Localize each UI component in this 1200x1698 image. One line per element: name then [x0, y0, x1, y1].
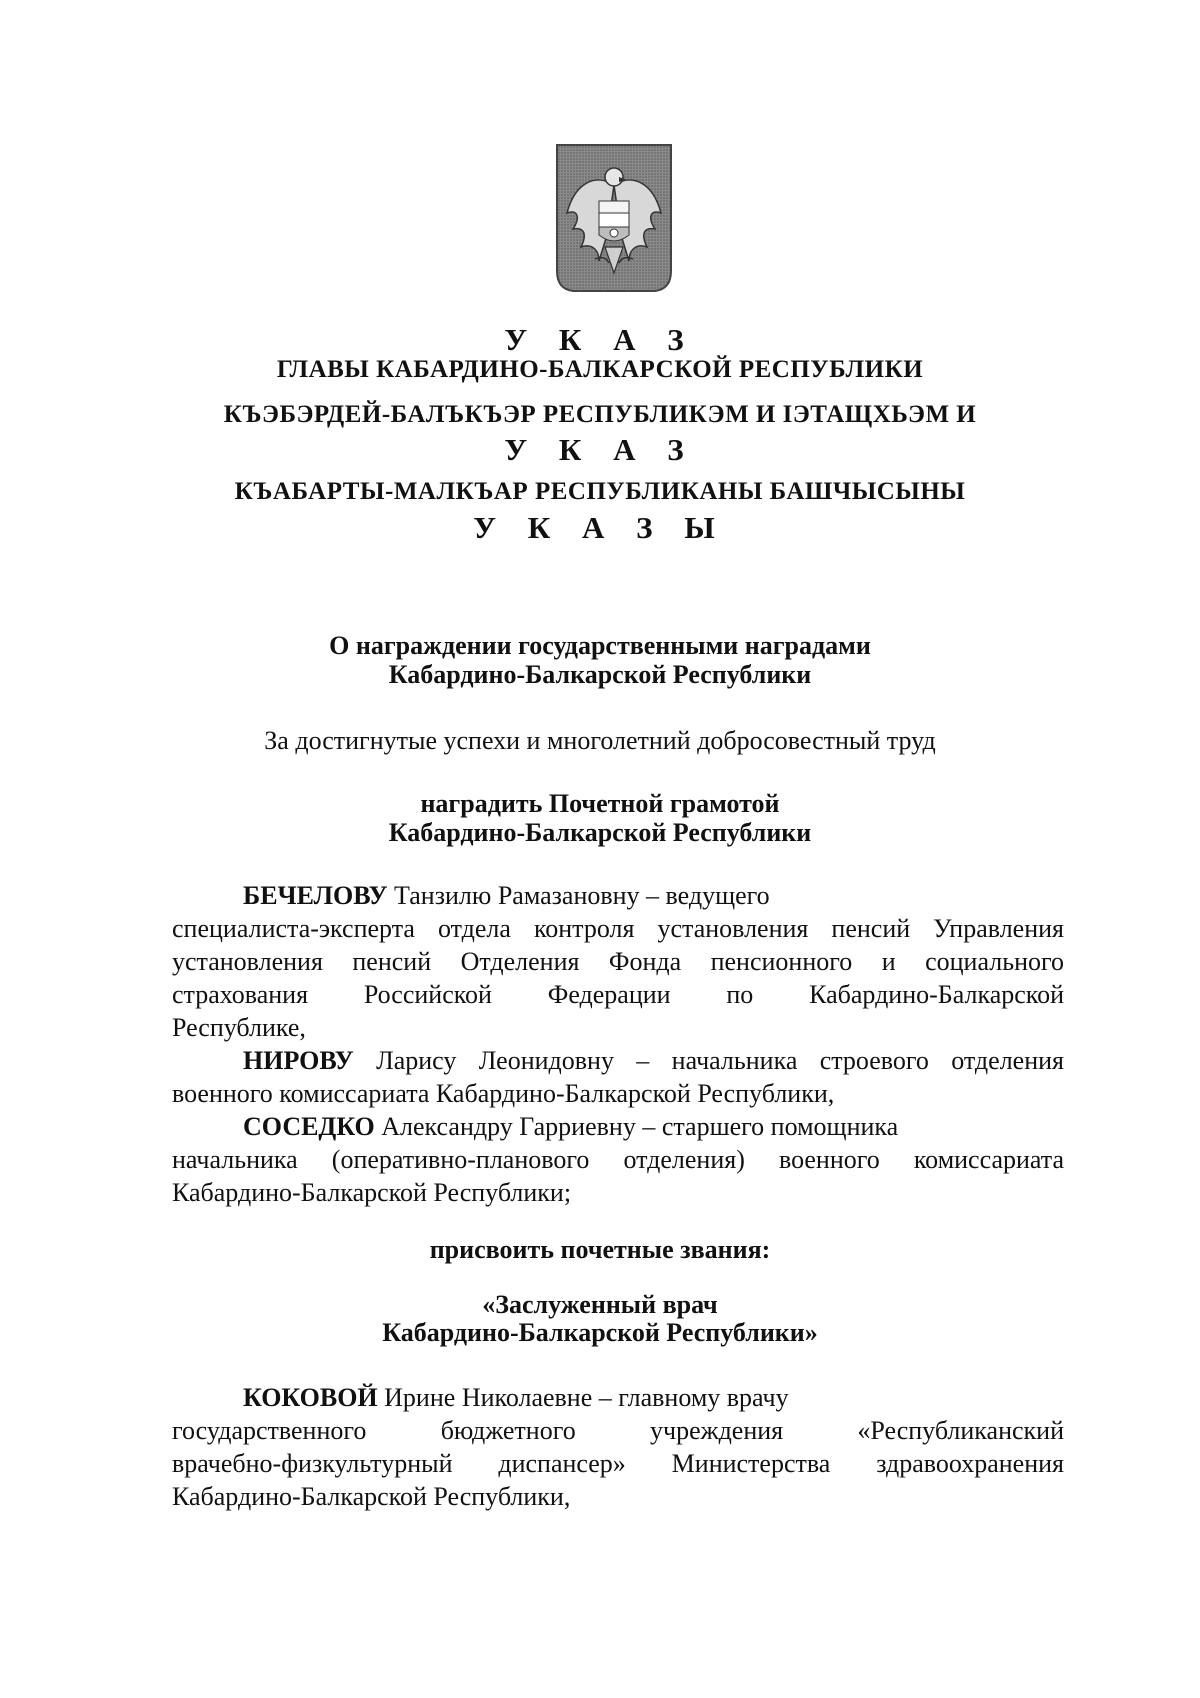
awardee-line: страхования Российской Федерации по Кабардино-Балкарской: [172, 980, 1064, 1009]
awardee-word: Николаевне: [461, 1383, 593, 1412]
decree-title-krc: У К А З Ы: [473, 510, 727, 545]
awardee-line: начальника (оперативно-планового отделения) военного комиссариата: [172, 1145, 1064, 1174]
authority-ru: ГЛАВЫ КАБАРДИНО-БАЛКАРСКОЙ РЕСПУБЛИКИ: [276, 356, 924, 383]
awardees-block-1: [172, 879, 1064, 1209]
awardee-line: государственного бюджетного учреждения «Республиканский: [172, 1416, 1064, 1445]
awardee-word: помощника: [770, 1112, 899, 1141]
awardee-word: –: [642, 1112, 656, 1141]
section1-heading-line-1: наградить Почетной грамотой: [420, 789, 780, 818]
section2-heading: присвоить почетные звания:: [429, 1235, 771, 1264]
honorary-title-line-1: «Заслуженный врач: [482, 1290, 718, 1319]
awardee-line: Республике,: [172, 1013, 306, 1042]
awardee-word: врачу: [726, 1383, 789, 1412]
awardee-entry-first-line: [172, 879, 1064, 912]
authority-krc: КЪАБАРТЫ-МАЛКЪАР РЕСПУБЛИКАНЫ БАШЧЫСЫНЫ: [234, 478, 966, 505]
decree-title-kbd: У К А З: [504, 432, 696, 467]
awardee-word: Рамазановну: [497, 881, 640, 910]
awardee-line: специалиста-эксперта отдела контроля установления пенсий Управления: [172, 914, 1064, 943]
authority-kbd: КЪЭБЭРДЕЙ-БАЛЪКЪЭР РЕСПУБЛИКЭМ И IЭТАЩХЬЭМ И: [223, 401, 977, 428]
awardee-word: старшего: [661, 1112, 765, 1141]
awardee-name: НИРОВУ: [243, 1046, 354, 1075]
awardee-line: Кабардино-Балкарской Республики,: [172, 1482, 571, 1511]
awardee-word: главному: [618, 1383, 721, 1412]
awardee-word: –: [598, 1383, 612, 1412]
awardee-line: врачебно-физкультурный диспансер» Министерства здравоохранения: [172, 1449, 1064, 1478]
awardee-word: Ирине: [384, 1383, 456, 1412]
awardee-name: СОСЕДКО: [243, 1112, 375, 1141]
awardee-line: установления пенсий Отделения Фонда пенсионного и социального: [172, 947, 1064, 976]
awardee-line: военного комиссариата Кабардино-Балкарской Республики,: [172, 1079, 835, 1108]
awardee-word: Танзилю: [394, 881, 492, 910]
honorary-title-line-2: Кабардино-Балкарской Республики»: [382, 1318, 818, 1347]
awardee-entry-first-line: [172, 1110, 1064, 1143]
awardee-text: Ларису Леонидовну – начальника строевого отделения: [376, 1046, 1064, 1075]
subject-line-1: О награждении государственными наградами: [329, 631, 871, 660]
awardee-word: Гарриевну: [519, 1112, 636, 1141]
awardee-name: КОКОВОЙ: [243, 1383, 378, 1412]
awardee-word: –: [646, 881, 660, 910]
preamble: За достигнутые успехи и многолетний добросовестный труд: [264, 726, 936, 755]
subject-line-2: Кабардино-Балкарской Республики: [388, 660, 812, 689]
awardee-line: Кабардино-Балкарской Республики;: [172, 1178, 572, 1207]
awardee-entry-first-line: [172, 1044, 1064, 1077]
coat-of-arms-emblem: [555, 143, 673, 295]
awardees-block-2: [172, 1381, 1064, 1513]
section1-heading-line-2: Кабардино-Балкарской Республики: [388, 818, 812, 847]
awardee-entry-first-line: [172, 1381, 1064, 1414]
awardee-name: БЕЧЕЛОВУ: [243, 881, 388, 910]
awardee-word: Александру: [381, 1112, 513, 1141]
decree-title-ru: У К А З: [504, 322, 696, 357]
awardee-word: ведущего: [665, 881, 770, 910]
